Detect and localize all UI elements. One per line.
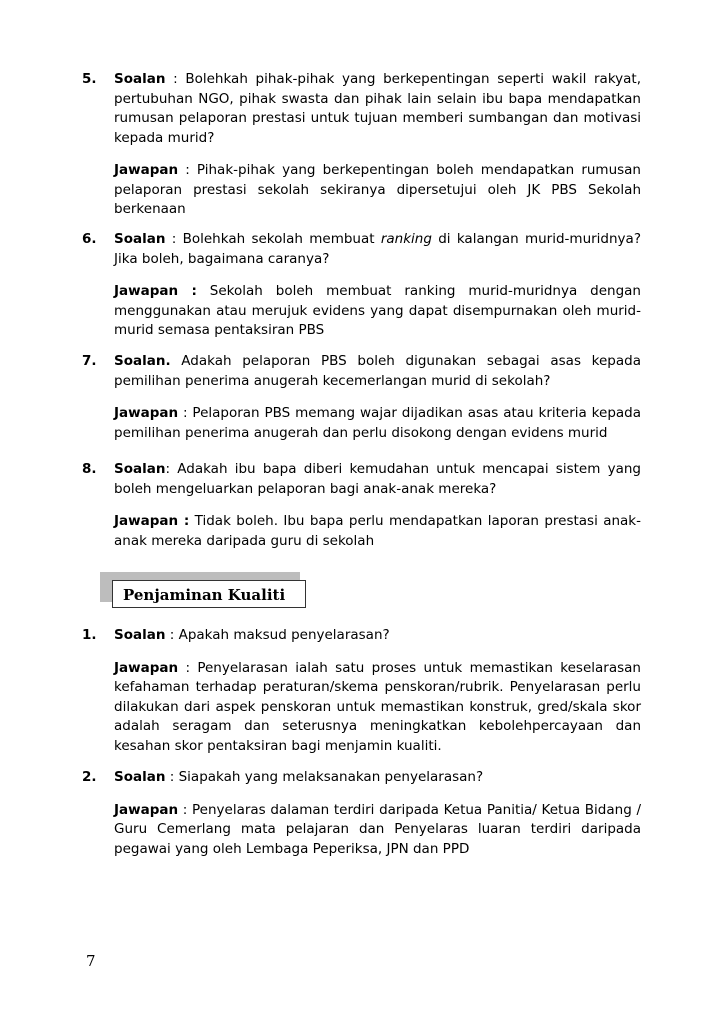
answer-text: : Penyelarasan ialah satu proses untuk memastikan keselarasan kefahaman terhadap peraturan/skema penskoran/rubrik. Penyelarasan perlu dilakukan dari aspek penskoran untuk memastikan konstruk, gred/skala skor adalah seragam dan seterusnya meningkatkan kebolehpercayaan dan kesahan skor pentaksiran bagi menjamin kualiti. (114, 659, 641, 754)
answer-text: : Pelaporan PBS memang wajar dijadikan asas atau kriteria kepada pemilihan penerima anugerah dan perlu disokong dengan evidens murid (114, 405, 641, 441)
question-text: : Bolehkah sekolah membuat (165, 231, 381, 247)
question-label: Soalan. (114, 353, 171, 369)
answer-text: : Pihak-pihak yang berkepentingan boleh mendapatkan rumusan pelaporan prestasi sekolah sekiranya dipersetujui oleh JK PBS Sekolah berkenaan (114, 162, 641, 217)
answer (114, 404, 641, 443)
answer-label: Jawapan : (114, 283, 197, 299)
answer-label: Jawapan (114, 405, 179, 421)
question (114, 352, 641, 391)
answer (114, 282, 641, 341)
item-number: 5. (82, 71, 97, 87)
question-text: : Siapakah yang melaksanakan penyelarasan? (165, 769, 484, 785)
qa-item-5 (82, 70, 641, 220)
question (114, 460, 641, 499)
question-text: : Apakah maksud penyelarasan? (165, 627, 390, 643)
item-number: 8. (82, 461, 97, 477)
answer-text: Tidak boleh. Ibu bapa perlu mendapatkan laporan prestasi anak-anak mereka daripada guru di sekolah (114, 513, 641, 549)
question (114, 70, 641, 148)
page-number: 7 (86, 952, 96, 970)
question-label: Soalan (114, 71, 166, 87)
question (114, 230, 641, 269)
question-label: Soalan (114, 769, 166, 785)
item-number: 2. (82, 769, 97, 785)
question-text: Adakah pelaporan PBS boleh digunakan sebagai asas kepada pemilihan penerima anugerah kecemerlangan murid di sekolah? (114, 353, 641, 389)
answer-label: Jawapan (114, 659, 179, 676)
question-label: Soalan (114, 627, 166, 643)
question-label: Soalan (114, 461, 166, 477)
item-number: 1. (82, 627, 97, 643)
qa-item-7 (82, 352, 641, 443)
answer (114, 161, 641, 220)
question (114, 768, 641, 788)
question-label: Soalan (114, 231, 166, 247)
answer-text: : Penyelaras dalaman terdiri daripada Ketua Panitia/ Ketua Bidang / Guru Cemerlang mata pelajaran dan Penyelaras luaran terdiri daripada pegawai yang oleh Lembaga Peperiksa, JPN dan PPD (114, 801, 641, 857)
section-heading (100, 572, 310, 610)
question-text: : Bolehkah pihak-pihak yang berkepentingan seperti wakil rakyat, pertubuhan NGO, pihak swasta dan pihak lain selain ibu bapa mendapatkan rumusan pelaporan prestasi untuk tujuan memberi sumbangan dan motivasi kepada murid? (114, 71, 641, 146)
answer (114, 801, 641, 860)
answer-label: Jawapan (114, 801, 179, 818)
question-text: : Adakah ibu bapa diberi kemudahan untuk mencapai sistem yang boleh mengeluarkan pelaporan bagi anak-anak mereka? (114, 461, 641, 497)
qa-item-6 (82, 230, 641, 341)
item-number: 7. (82, 353, 97, 369)
question (114, 626, 641, 646)
answer-label: Jawapan (114, 162, 179, 178)
question-text: di kalangan murid-muridnya? Jika boleh, bagaimana caranya? (114, 231, 641, 267)
item-number: 6. (82, 231, 97, 247)
answer (114, 512, 641, 551)
qa-item-2 (82, 768, 641, 859)
qa-item-8 (82, 460, 641, 551)
section-title: Penjaminan Kualiti (112, 580, 306, 608)
answer-text: Sekolah boleh membuat ranking murid-muridnya dengan menggunakan atau merujuk evidens yang dapat disempurnakan oleh murid-murid semasa pentaksiran PBS (114, 283, 641, 338)
answer-label: Jawapan : (114, 513, 190, 529)
qa-item-1 (82, 626, 641, 756)
question-emphasis: ranking (380, 231, 432, 247)
answer (114, 659, 641, 757)
